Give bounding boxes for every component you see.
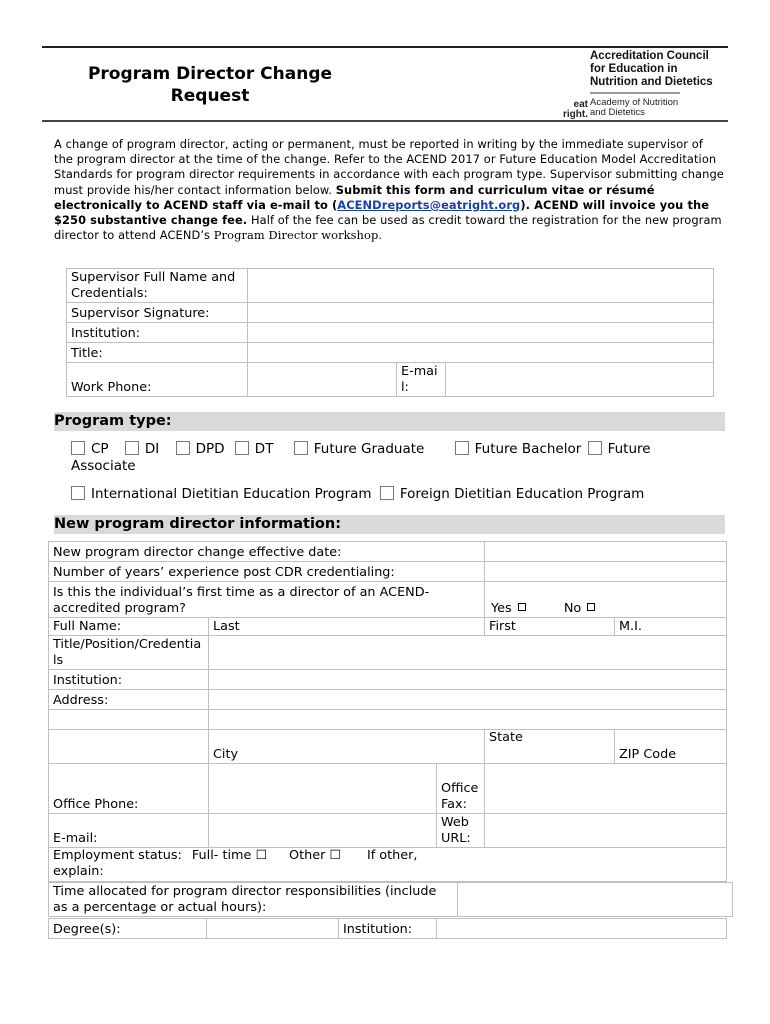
acend-email-link[interactable]: ACENDreports@eatright.org [337, 197, 521, 212]
first-time-label: Is this the individual’s first time as a director of an ACEND- accredited program? [49, 582, 485, 618]
header-bottom-rule [42, 120, 728, 122]
city-row-spacer [49, 730, 209, 764]
supervisor-phone-field[interactable] [248, 363, 397, 397]
effective-date-field[interactable] [485, 542, 727, 562]
middle-initial-field[interactable]: M.I. [615, 618, 727, 636]
institution-label: Institution: [49, 670, 209, 690]
checkbox-cp[interactable] [71, 441, 85, 455]
office-fax-field[interactable] [485, 764, 727, 814]
supervisor-institution-field[interactable] [248, 323, 714, 343]
title-credentials-field[interactable] [209, 636, 727, 670]
web-url-field[interactable] [485, 814, 727, 848]
acend-logo [560, 48, 730, 120]
intro-paragraph: A change of program director, acting or permanent, must be reported in writing by the immediate supervisor of the program director at the time of the change. Refer to the ACEND 2017 or Future Education Model Accreditation Standards for program director requirements in accordance with each program type. Supervisor submitting change must provide his/her contact information below. Submit this form and curriculum vitae or résumé electronically to ACEND staff via e-mail to (ACENDreports@eatright.org). ACEND will invoice you the $250 substantive change fee. Half of the fee can be used as credit toward the registration for the new program director to attend ACEND’s Program Director workshop. [54, 137, 724, 243]
address-field-line1[interactable] [209, 690, 727, 710]
logo-academy-name: Academy of Nutrition and Dietetics [590, 97, 679, 118]
checkbox-international-dietitian[interactable] [71, 486, 85, 500]
address-field-line2[interactable] [209, 710, 727, 730]
office-fax-label: Office Fax: [437, 764, 485, 814]
supervisor-institution-label: Institution: [67, 323, 248, 343]
supervisor-signature-field[interactable] [248, 303, 714, 323]
logo-org-name: Accreditation Council for Education in Nutrition and Dietetics [590, 50, 713, 88]
checkbox-dt[interactable] [235, 441, 249, 455]
page-title: Program Director Change Request [87, 64, 333, 106]
city-field[interactable]: City [209, 730, 485, 764]
effective-date-label: New program director change effective date: [49, 542, 485, 562]
last-name-field[interactable]: Last [209, 618, 485, 636]
degree-institution-field[interactable] [437, 919, 727, 939]
first-time-options: Yes No [485, 582, 727, 618]
yes-checkbox[interactable] [518, 603, 526, 611]
years-experience-label: Number of years’ experience post CDR credentialing: [49, 562, 485, 582]
program-type-heading: Program type: [54, 412, 725, 431]
supervisor-name-label: Supervisor Full Name and Credentials: [67, 269, 248, 303]
supervisor-title-label: Title: [67, 343, 248, 363]
program-type-row1: CP DI DPD DT Future Graduate Future Bachelor Future [71, 441, 711, 458]
supervisor-title-field[interactable] [248, 343, 714, 363]
time-allocated-label: Time allocated for program director responsibilities (include as a percentage or actual hours): [49, 883, 458, 917]
office-phone-label: Office Phone: [49, 764, 209, 814]
degrees-table [48, 918, 727, 939]
state-field[interactable]: State [485, 730, 615, 764]
zip-field[interactable]: ZIP Code [615, 730, 727, 764]
full-time-option[interactable]: Full- time ☐ [191, 848, 267, 863]
other-option[interactable]: Other ☐ [289, 848, 341, 863]
program-type-row2: International Dietitian Education Program Foreign Dietitian Education Program [71, 486, 711, 503]
employment-explain-field[interactable] [485, 848, 727, 882]
no-checkbox[interactable] [587, 603, 595, 611]
years-experience-field[interactable] [485, 562, 727, 582]
email-label: E-mail: [49, 814, 209, 848]
checkbox-dpd[interactable] [176, 441, 190, 455]
logo-divider [590, 92, 680, 94]
time-allocated-field[interactable] [458, 883, 733, 917]
new-director-heading: New program director information: [54, 515, 725, 534]
supervisor-name-field[interactable] [248, 269, 714, 303]
first-name-field[interactable]: First [485, 618, 615, 636]
supervisor-table [66, 268, 714, 397]
web-url-label: Web URL: [437, 814, 485, 848]
full-name-label: Full Name: [49, 618, 209, 636]
email-field[interactable] [209, 814, 437, 848]
degrees-field[interactable] [207, 919, 339, 939]
supervisor-signature-label: Supervisor Signature: [67, 303, 248, 323]
associate-label: Associate [71, 458, 136, 474]
checkbox-foreign-dietitian[interactable] [380, 486, 394, 500]
employment-status-row: Employment status: Full- time ☐ Other ☐ If other, explain: [49, 848, 485, 882]
checkbox-future-bachelor[interactable] [455, 441, 469, 455]
checkbox-di[interactable] [125, 441, 139, 455]
address-spacer [49, 710, 209, 730]
title-credentials-label: Title/Position/Credentials [49, 636, 209, 670]
checkbox-future-graduate[interactable] [294, 441, 308, 455]
supervisor-email-label: E-mail: [397, 363, 446, 397]
address-label: Address: [49, 690, 209, 710]
degree-institution-label: Institution: [339, 919, 437, 939]
supervisor-phone-label: Work Phone: [67, 363, 248, 397]
checkbox-future-associate[interactable] [588, 441, 602, 455]
new-director-table [48, 541, 727, 882]
supervisor-email-field[interactable] [446, 363, 714, 397]
degrees-label: Degree(s): [49, 919, 207, 939]
eatright-logo: eat right. [563, 99, 588, 120]
time-allocated-table [48, 882, 733, 917]
institution-field[interactable] [209, 670, 727, 690]
office-phone-field[interactable] [209, 764, 437, 814]
